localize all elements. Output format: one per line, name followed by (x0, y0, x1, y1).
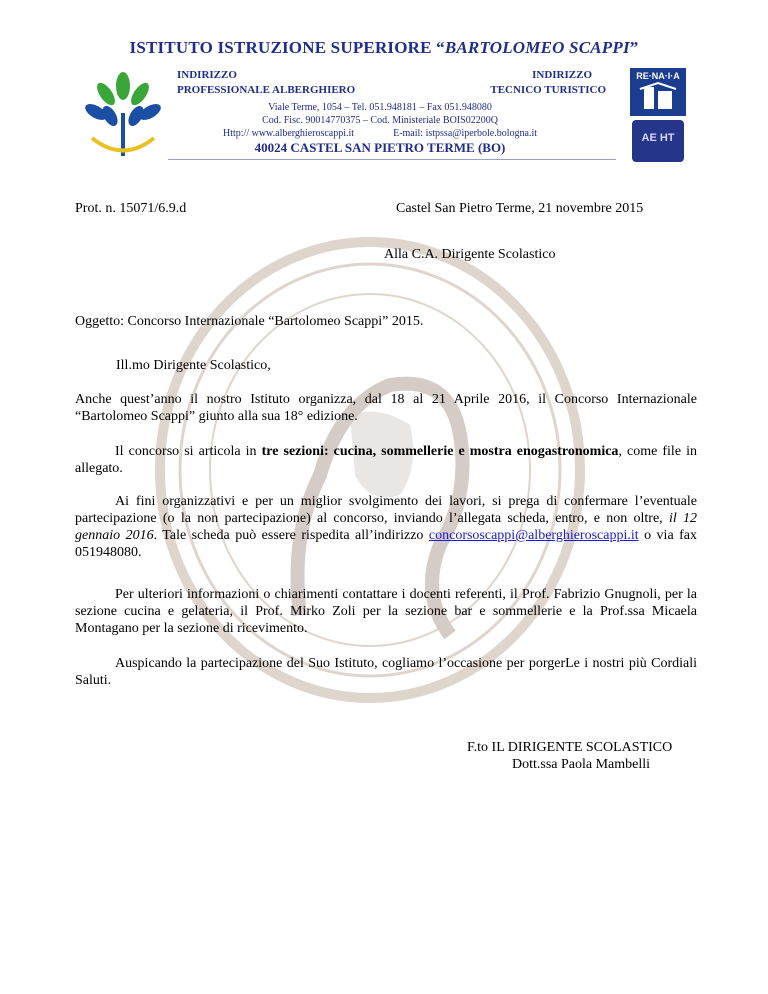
recipient: Alla C.A. Dirigente Scolastico (384, 247, 556, 262)
header-divider (168, 159, 616, 160)
website: Http:// www.alberghieroscappi.it (223, 128, 355, 139)
web-email-line (140, 128, 620, 139)
paragraph-2: Il concorso si articola in tre sezioni: cucina, sommellerie e mostra enogastronomica, come file in allegato. (75, 444, 697, 476)
renaia-logo-text: RE·NA·I·A (636, 71, 680, 81)
protocol-number: Prot. n. 15071/6.9.d (75, 201, 187, 216)
aeht-logo-text: AE HT (641, 132, 675, 144)
city-line: 40024 CASTEL SAN PIETRO TERME (BO) (254, 140, 506, 155)
deadline-date: il 12 gennaio 2016 (75, 511, 698, 543)
paragraph-3: Ai fini organizzativi e per un miglior svolgimento dei lavori, si prega di confermare l’eventuale partecipazione (o la non partecipazione) al concorso, inviando l’allegata scheda, entro, e non oltre, il 12 gennaio 2016. Tale scheda può essere rispedita all’indirizzo concorsoscappi@alberghieroscappi.it o via fax 051948080. (75, 494, 698, 560)
paragraph-4: Per ulteriori informazioni o chiarimenti contattare i docenti referenti, il Prof. Fabrizio Gnugnoli, per la sezione cucina e gelateria, il Prof. Mirko Zoli per la sezione bar e sommellerie e la Prof.ssa Micaela Montagano per la sezione di ricevimento. (75, 587, 697, 636)
fiscal-line: Cod. Fisc. 90014770375 – Cod. Ministeriale BOIS02200Q (262, 115, 498, 126)
left-track: INDIRIZZO PROFESSIONALE ALBERGHIERO (177, 69, 356, 96)
place-date: Castel San Pietro Terme, 21 novembre 2015 (396, 201, 644, 216)
institute-name: BARTOLOMEO SCAPPI (444, 38, 630, 57)
renaia-logo (630, 68, 686, 116)
paragraph-1: Anche quest’anno il nostro Istituto organizza, dal 18 al 21 Aprile 2016, il Concorso Internazionale “Bartolomeo Scappi” giunto alla sua 18° edizione. (75, 392, 697, 424)
right-track: INDIRIZZO TECNICO TURISTICO (490, 69, 606, 96)
email: E-mail: istpssa@iperbole.bologna.it (393, 128, 537, 139)
signature-name: Dott.ssa Paola Mambelli (512, 757, 651, 772)
contest-email-link[interactable]: concorsoscappi@alberghieroscappi.it (428, 528, 639, 543)
address-line: Viale Terme, 1054 – Tel. 051.948181 – Fax 051.948080 (268, 102, 492, 113)
institute-title: ISTITUTO ISTRUZIONE SUPERIORE “BARTOLOMEO SCAPPI” (129, 38, 639, 57)
aeht-logo (632, 120, 684, 162)
salutation: Ill.mo Dirigente Scolastico, (116, 358, 271, 373)
signature-title: F.to IL DIRIGENTE SCOLASTICO (467, 740, 673, 755)
sections-highlight: tre sezioni: cucina, sommellerie e mostra enogastronomica (261, 444, 619, 459)
paragraph-5: Auspicando la partecipazione del Suo Istituto, cogliamo l’occasione per porgerLe i nostri più Cordiali Saluti. (75, 656, 697, 688)
subject: Oggetto: Concorso Internazionale “Bartolomeo Scappi” 2015. (75, 314, 424, 329)
